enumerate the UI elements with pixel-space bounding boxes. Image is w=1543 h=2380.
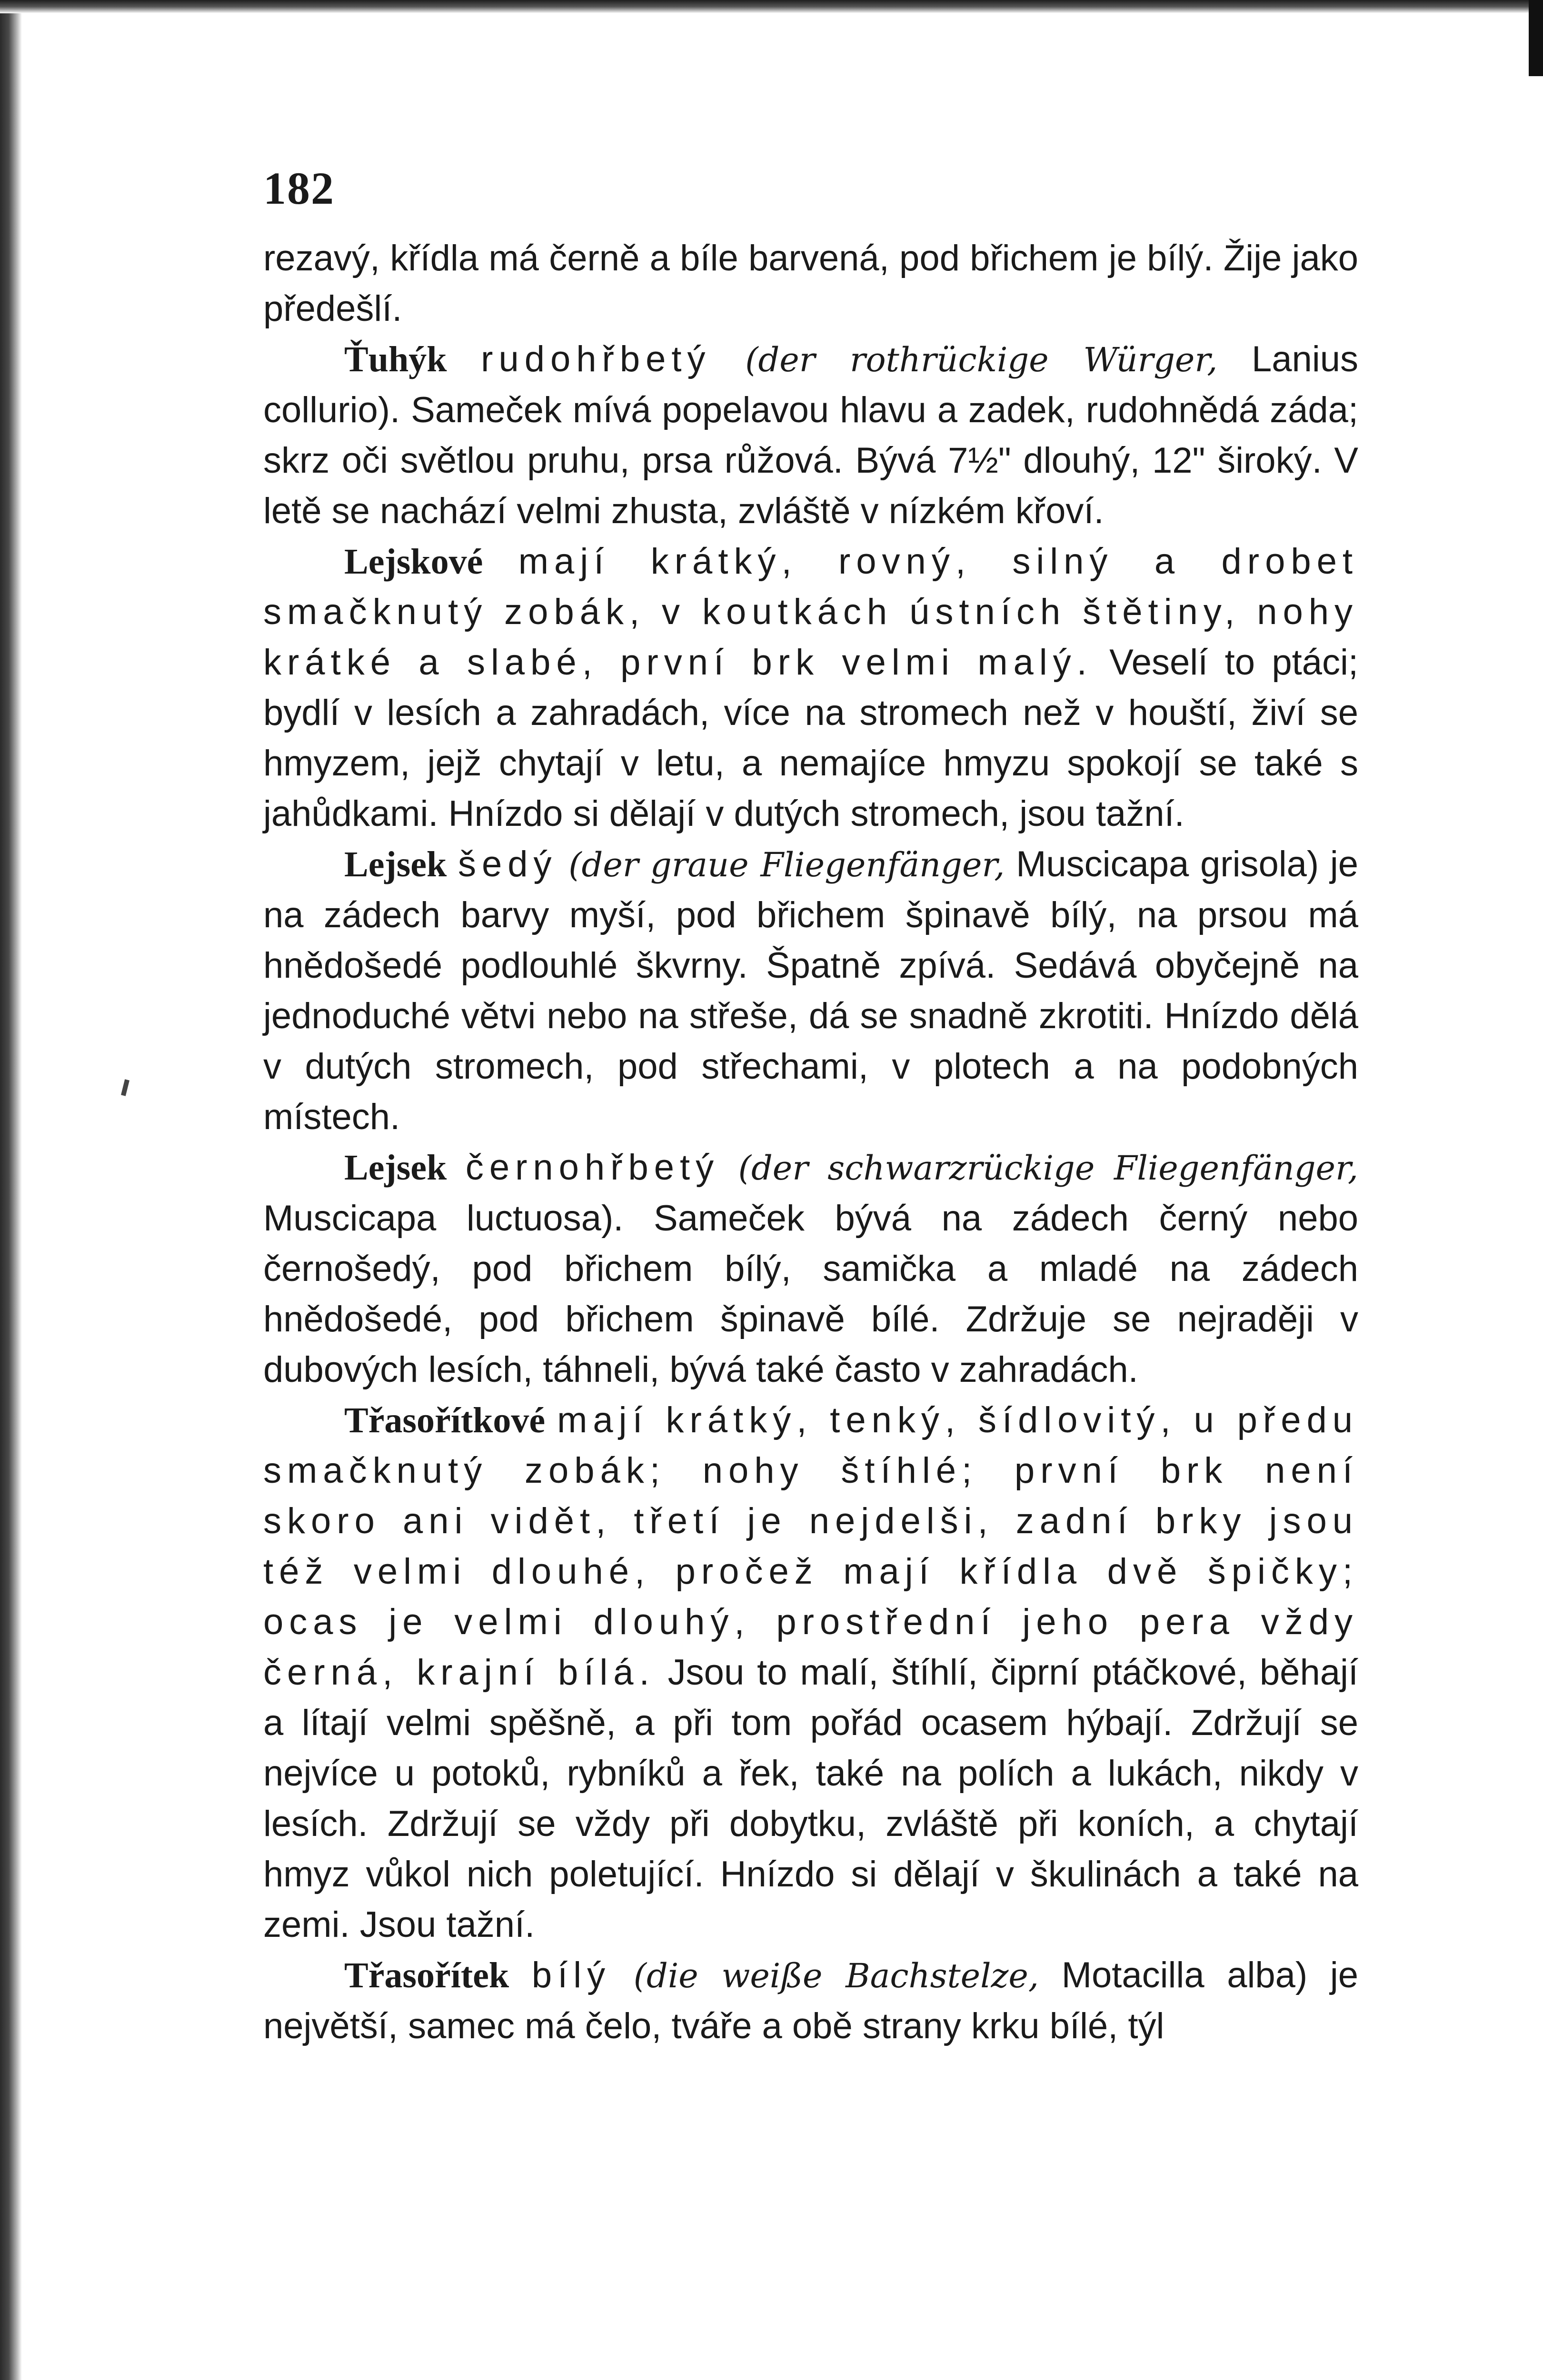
paragraph-text: Jsou to malí, štíhlí, čiprní ptáčkové, běhají a lítají velmi spěšně, a při tom pořád ocasem hýbají. Zdržují se nejvíce u potoků, rybníků a řek, také na polích a lukách, nikdy v lesích. Zdržují se vždy při dobytku, zvláště při koních, a chytají hmyz vůkol nich poletující. Hnízdo si dělají v škulinách a také na zemi. Jsou tažní. — [263, 1652, 1358, 1945]
body-text — [263, 233, 1358, 2366]
paragraph-tuhyk-rudohrbety — [263, 334, 1358, 536]
paragraph-lejsek-cernohrbety — [263, 1142, 1358, 1395]
paragraph-lejskove — [263, 536, 1358, 839]
paragraph-text: Lanius collurio). Sameček mívá popelavou hlavu a zadek, rudohnědá záda; skrz oči světlou pruhu, prsa růžová. Bývá 7½" dlouhý, 12" široký. V letě se nachází velmi zhusta, zvláště v nízkém křoví. — [263, 339, 1358, 531]
scan-edge-left — [0, 0, 22, 2380]
german-name: (der rothrückige Würger, — [745, 340, 1218, 379]
paragraph-lejsek-sedy — [263, 839, 1358, 1142]
paragraph-text: Muscicapa luctuosa). Sameček bývá na zádech černý nebo černošedý, pod břichem bílý, samička a mladé na zádech hnědošedé, pod břichem špinavě bílé. Zdržuje se nejraději v dubových lesích, táhneli, bývá také často v zahradách. — [263, 1198, 1358, 1390]
paragraph-text: Muscicapa grisola) je na zádech barvy myší, pod břichem špinavě bílý, na prsou má hnědošedé podlouhlé škvrny. Špatně zpívá. Sedává obyčejně na jednoduché větvi nebo na střeše, dá se snadně zkrotiti. Hnízdo dělá v dutých stromech, pod střechami, v plotech a na podobných místech. — [263, 844, 1358, 1137]
group-heading: Třasořítkové — [344, 1400, 546, 1440]
species-heading: Lejsek — [344, 844, 447, 884]
species-epithet: černohřbetý — [465, 1147, 720, 1188]
page-number: 182 — [263, 163, 335, 214]
group-characteristics: mají krátký, tenký, šídlovitý, u předu smačknutý zobák; nohy štíhlé; první brk není skoro ani vidět, třetí je nejdelši, zadní brky jsou též velmi dlouhé, pročež mají křídla dvě špičky; ocas je velmi dlouhý, prostřední jeho pera vždy černá, krajní bílá. — [263, 1400, 1358, 1693]
group-characteristics: mají krátký, rovný, silný a drobet smačknutý zobák, v koutkách ústních štětiny, nohy krátké a slabé, první brk velmi malý. — [263, 541, 1359, 683]
paragraph-trasoritek-bily — [263, 1950, 1358, 2052]
paragraph-continuation — [263, 233, 1358, 334]
species-epithet: rudohřbetý — [481, 339, 711, 379]
group-heading: Lejskové — [344, 542, 483, 582]
paragraph-text: rezavý, křídla má černě a bíle barvená, pod břichem je bílý. Žije jako předešlí. — [263, 238, 1358, 329]
species-heading: Třasořítek — [344, 1955, 509, 1995]
paragraph-trasoritkove — [263, 1395, 1358, 1950]
paragraph-text: Veselí to ptáci; bydlí v lesích a zahradách, více na stromech než v houští, živí se hmyzem, jejž chytají v letu, a nemajíce hmyzu spokojí se také s jahůdkami. Hnízdo si dělají v dutých stromech, jsou tažní. — [263, 642, 1358, 834]
stray-ink-mark — [121, 1079, 129, 1096]
scan-edge-right — [1529, 0, 1543, 76]
german-name: (der graue Fliegenfänger, — [568, 845, 1005, 884]
species-epithet: bílý — [531, 1955, 611, 1995]
german-name: (der schwarzrückige Fliegenfänger, — [738, 1149, 1358, 1188]
species-heading: Lejsek — [344, 1148, 447, 1188]
paragraph-text: Motacilla alba) je největší, samec má čelo, tváře a obě strany krku bílé, týl — [263, 1955, 1359, 2046]
german-name: (die weiße Bachstelze, — [633, 1956, 1039, 1995]
species-heading: Ťuhýk — [344, 339, 447, 379]
species-epithet: šedý — [458, 844, 557, 884]
scan-edge-top — [0, 0, 1543, 13]
